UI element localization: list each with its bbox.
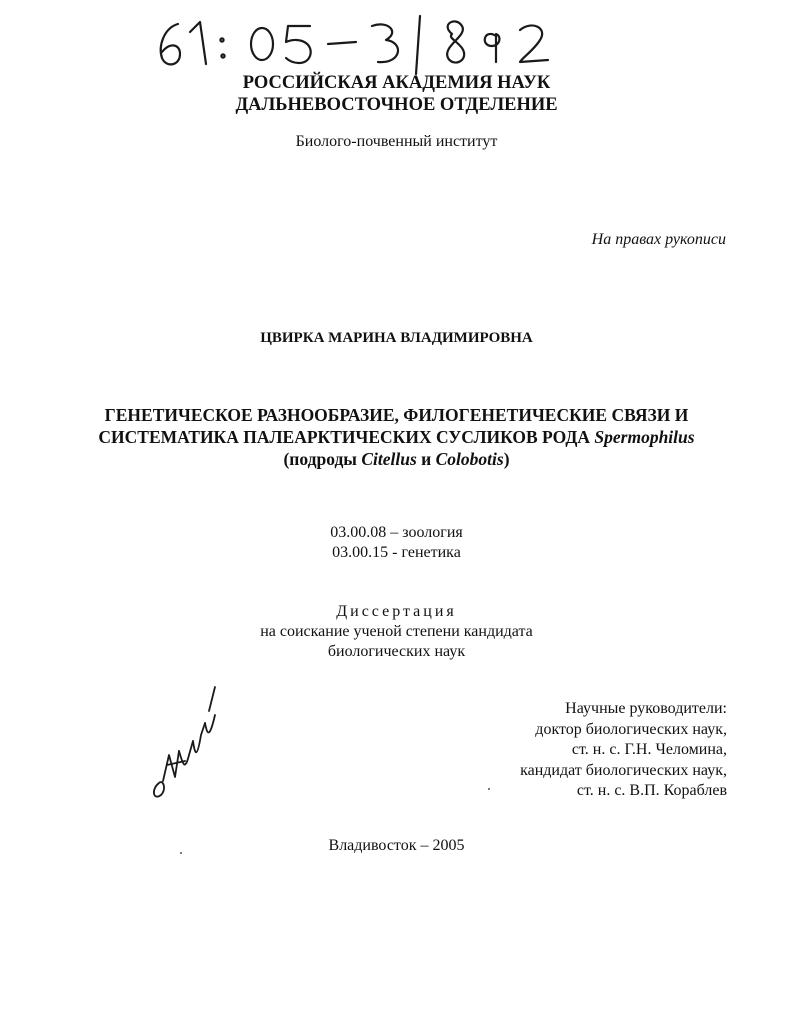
scan-speck [180,852,182,854]
degree-line-1: на соискание ученой степени кандидата [260,623,533,640]
title-line-2 [0,426,793,448]
city-and-year: Владивосток – 2005 [328,837,465,854]
supervisors-heading: Научные руководители: [565,700,727,717]
specialty-codes [0,523,793,563]
title-line-2-text: СИСТЕМАТИКА ПАЛЕАРКТИЧЕСКИХ СУСЛИКОВ РОДА [98,427,591,447]
degree-line-2: биологических наук [327,643,466,660]
scan-speck [488,788,490,790]
title-line-3 [0,448,793,470]
subgenus-citellus: Citellus [361,449,417,469]
title-line-1: ГЕНЕТИЧЕСКОЕ РАЗНООБРАЗИЕ, ФИЛОГЕНЕТИЧЕСКИЕ СВЯЗИ И [104,405,689,425]
document-type: Диссертация [336,603,457,620]
handwritten-archive-code [150,6,610,76]
specialty-genetics: 03.00.15 - генетика [332,544,461,561]
academy-branch: ДАЛЬНЕВОСТОЧНОЕ ОТДЕЛЕНИЕ [235,95,558,115]
supervisor-1-degree: доктор биологических наук, [535,720,727,738]
supervisor-1-name: ст. н. с. Г.Н. Челомина, [571,741,727,758]
subgenus-prefix: (подроды [283,449,357,469]
handwritten-signature [145,685,225,805]
subgenus-colobotis: Colobotis [435,449,504,469]
academy-header [0,72,793,116]
specialty-zoology: 03.00.08 – зоология [330,524,463,541]
degree-statement [0,602,793,662]
supervisor-2-name: ст. н. с. В.П. Кораблев [576,782,727,799]
genus-name: Spermophilus [594,427,695,447]
academy-name: РОССИЙСКАЯ АКАДЕМИЯ НАУК [242,73,551,93]
author-name: ЦВИРКА МАРИНА ВЛАДИМИРОВНА [260,330,533,346]
dissertation-title [0,404,793,470]
subgenus-close: ) [503,449,510,469]
scientific-supervisors [520,699,727,802]
supervisor-2-degree: кандидат биологических наук, [520,761,727,779]
institute-name: Биолого-почвенный институт [295,133,498,150]
manuscript-rights-note: На правах рукописи [591,231,726,248]
subgenus-conjunction: и [421,449,432,469]
